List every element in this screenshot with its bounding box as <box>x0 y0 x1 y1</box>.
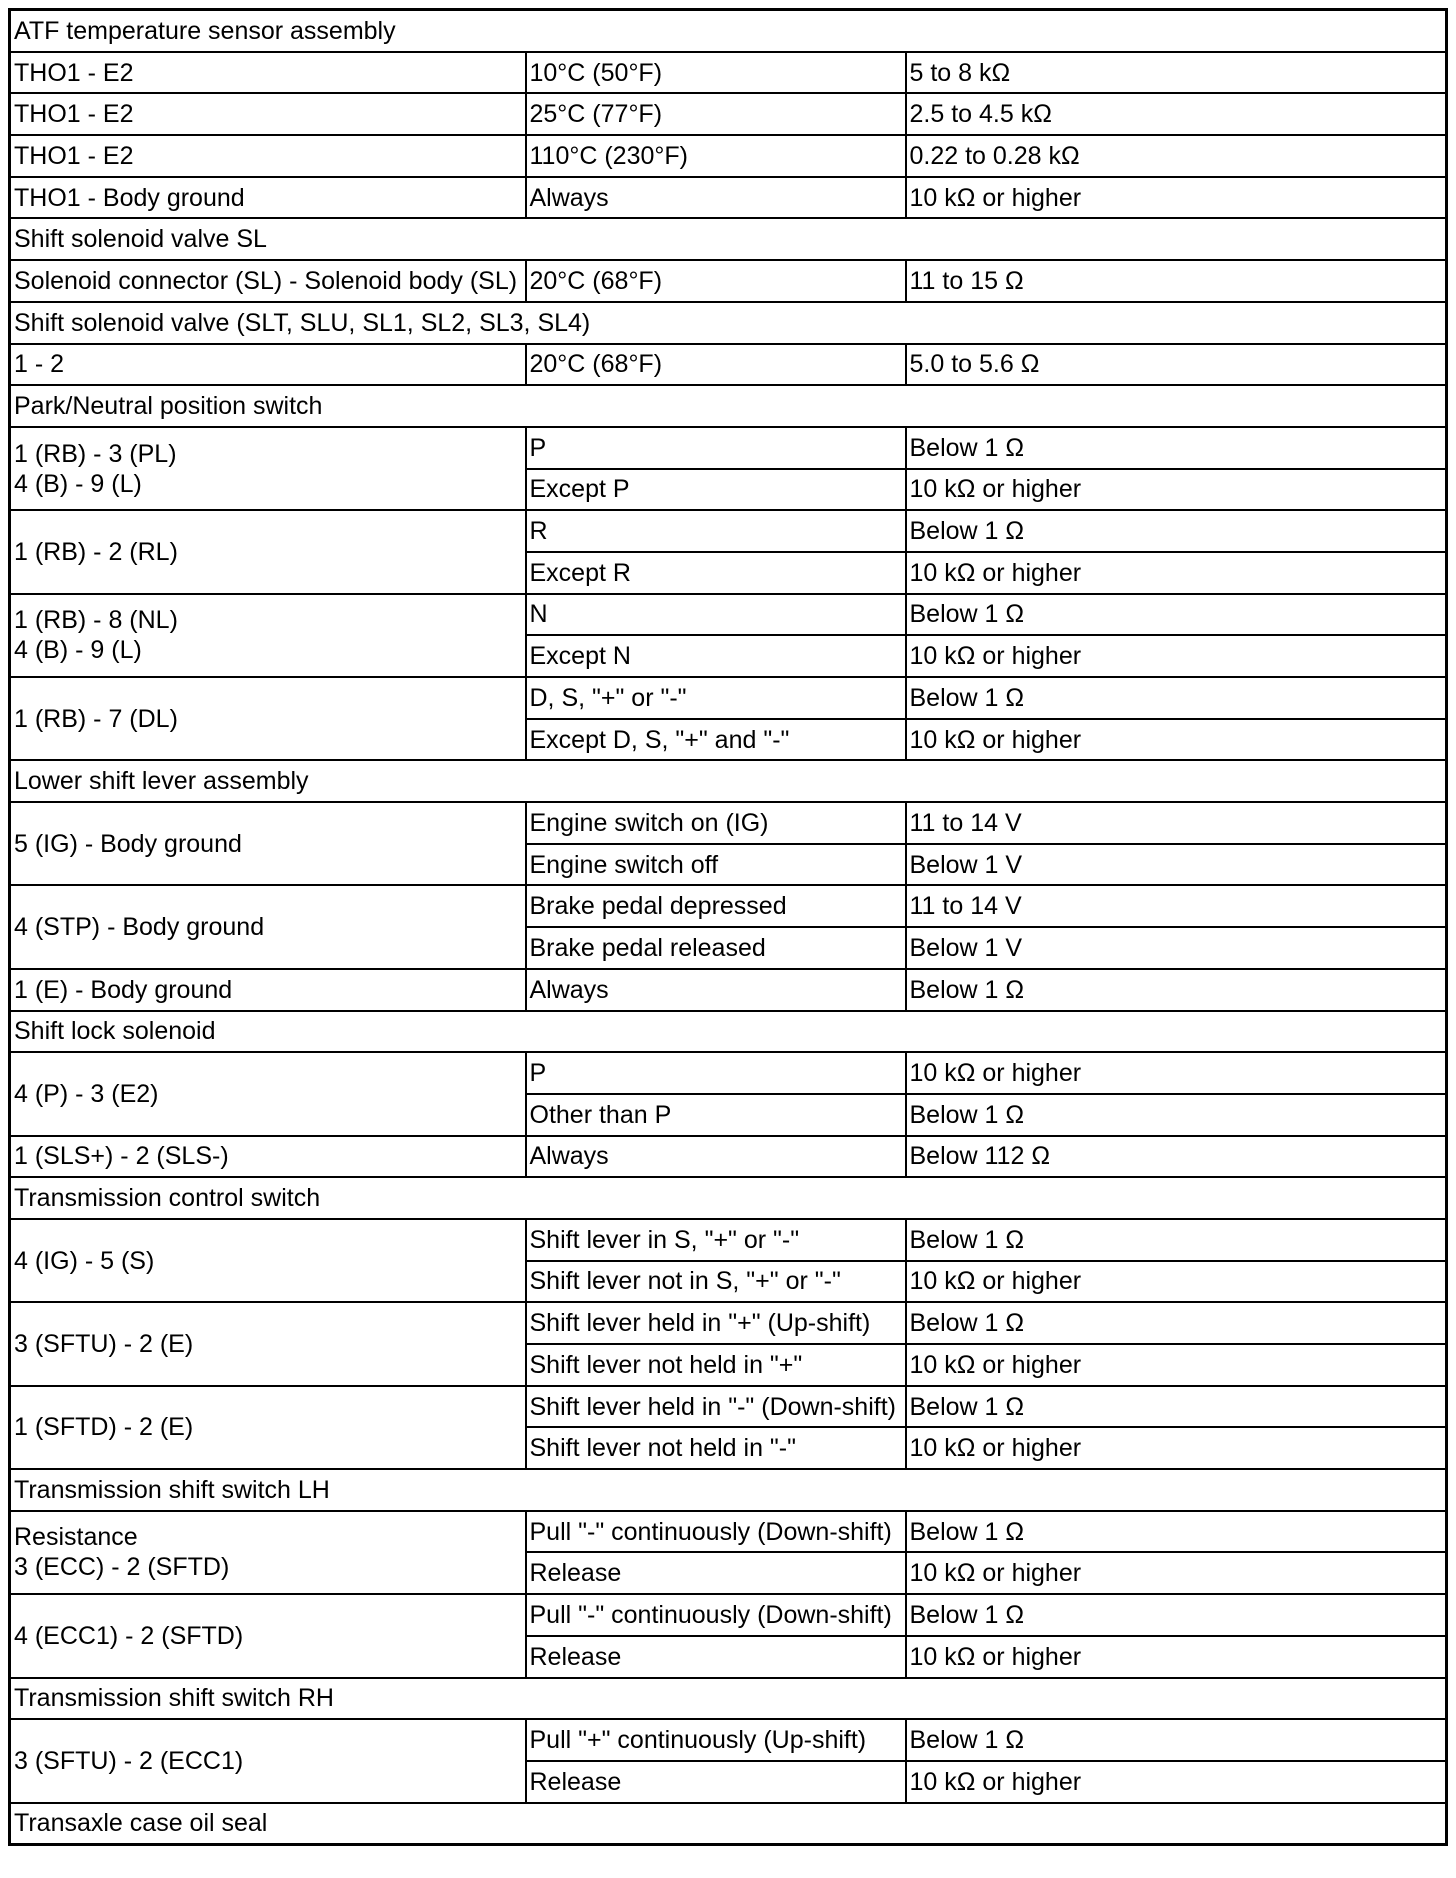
spec-cell: Below 1 Ω <box>906 1094 1447 1136</box>
terminal-cell: 1 (SLS+) - 2 (SLS-) <box>10 1136 526 1178</box>
terminal-line: 4 (B) - 9 (L) <box>14 469 142 498</box>
spec-cell: Below 1 Ω <box>906 510 1447 552</box>
terminal-cell <box>10 1511 526 1594</box>
condition-cell: Shift lever held in "+" (Up-shift) <box>526 1302 906 1344</box>
terminal-cell: 1 (E) - Body ground <box>10 969 526 1011</box>
condition-cell: Brake pedal depressed <box>526 885 906 927</box>
section-title: Transmission shift switch LH <box>10 1469 1447 1511</box>
spec-cell: Below 1 V <box>906 927 1447 969</box>
terminal-line: 1 (RB) - 8 (NL) <box>14 606 178 635</box>
condition-cell: Always <box>526 969 906 1011</box>
spec-cell: 10 kΩ or higher <box>906 1261 1447 1303</box>
section-title: Shift solenoid valve (SLT, SLU, SL1, SL2, SL3, SL4) <box>10 302 1447 344</box>
section-header-row <box>10 1803 1447 1845</box>
spec-cell: 0.22 to 0.28 kΩ <box>906 135 1447 177</box>
table-row <box>10 1594 1447 1636</box>
terminal-line: 4 (B) - 9 (L) <box>14 636 142 665</box>
condition-cell: Pull "-" continuously (Down-shift) <box>526 1594 906 1636</box>
condition-cell: Engine switch on (IG) <box>526 802 906 844</box>
section-title: Park/Neutral position switch <box>10 385 1447 427</box>
table-row <box>10 427 1447 469</box>
spec-cell: 11 to 14 V <box>906 885 1447 927</box>
table-row <box>10 885 1447 927</box>
terminal-cell: 1 (RB) - 7 (DL) <box>10 677 526 760</box>
condition-cell: Except N <box>526 635 906 677</box>
section-header-row <box>10 1011 1447 1053</box>
condition-cell: Release <box>526 1636 906 1678</box>
terminal-cell: 1 (SFTD) - 2 (E) <box>10 1386 526 1469</box>
table-row <box>10 1052 1447 1094</box>
condition-cell: 10°C (50°F) <box>526 52 906 94</box>
table-row <box>10 1136 1447 1178</box>
spec-cell: Below 1 Ω <box>906 1302 1447 1344</box>
spec-cell: 10 kΩ or higher <box>906 177 1447 219</box>
section-header-row <box>10 10 1447 52</box>
condition-cell: 110°C (230°F) <box>526 135 906 177</box>
section-header-row <box>10 760 1447 802</box>
condition-cell: 20°C (68°F) <box>526 344 906 386</box>
terminal-line: Resistance <box>14 1523 138 1552</box>
terminal-cell <box>10 594 526 677</box>
table-row <box>10 1719 1447 1761</box>
table-row <box>10 1511 1447 1553</box>
section-title: Transmission shift switch RH <box>10 1678 1447 1720</box>
spec-cell: Below 1 Ω <box>906 677 1447 719</box>
condition-cell: 25°C (77°F) <box>526 93 906 135</box>
table-row <box>10 1386 1447 1428</box>
section-title: Shift lock solenoid <box>10 1011 1447 1053</box>
condition-cell: Shift lever not held in "-" <box>526 1427 906 1469</box>
table-row <box>10 594 1447 636</box>
terminal-cell: 4 (ECC1) - 2 (SFTD) <box>10 1594 526 1677</box>
spec-cell: 10 kΩ or higher <box>906 1552 1447 1594</box>
condition-cell: Shift lever held in "-" (Down-shift) <box>526 1386 906 1428</box>
table-row <box>10 1302 1447 1344</box>
table-row <box>10 802 1447 844</box>
specification-table <box>8 8 1448 1846</box>
condition-cell: Engine switch off <box>526 844 906 886</box>
table-row <box>10 52 1447 94</box>
section-header-row <box>10 218 1447 260</box>
spec-cell: 10 kΩ or higher <box>906 1427 1447 1469</box>
section-header-row <box>10 1177 1447 1219</box>
spec-cell: Below 1 Ω <box>906 1594 1447 1636</box>
section-title: Lower shift lever assembly <box>10 760 1447 802</box>
spec-cell: 10 kΩ or higher <box>906 1636 1447 1678</box>
section-title: Transmission control switch <box>10 1177 1447 1219</box>
spec-cell: 10 kΩ or higher <box>906 552 1447 594</box>
condition-cell: D, S, "+" or "-" <box>526 677 906 719</box>
section-header-row <box>10 302 1447 344</box>
condition-cell: Except R <box>526 552 906 594</box>
section-header-row <box>10 385 1447 427</box>
table-row <box>10 510 1447 552</box>
condition-cell: P <box>526 1052 906 1094</box>
table-row <box>10 677 1447 719</box>
terminal-cell: 4 (STP) - Body ground <box>10 885 526 968</box>
condition-cell: Brake pedal released <box>526 927 906 969</box>
table-row <box>10 344 1447 386</box>
table-row <box>10 260 1447 302</box>
condition-cell: P <box>526 427 906 469</box>
spec-cell: 2.5 to 4.5 kΩ <box>906 93 1447 135</box>
section-header-row <box>10 1678 1447 1720</box>
condition-cell: N <box>526 594 906 636</box>
condition-cell: Pull "+" continuously (Up-shift) <box>526 1719 906 1761</box>
terminal-cell: THO1 - E2 <box>10 52 526 94</box>
terminal-cell: 3 (SFTU) - 2 (E) <box>10 1302 526 1385</box>
spec-cell: Below 1 Ω <box>906 969 1447 1011</box>
terminal-line: 1 (RB) - 3 (PL) <box>14 439 177 468</box>
terminal-cell: 5 (IG) - Body ground <box>10 802 526 885</box>
section-title: Shift solenoid valve SL <box>10 218 1447 260</box>
spec-cell: Below 1 Ω <box>906 1219 1447 1261</box>
condition-cell: Shift lever not held in "+" <box>526 1344 906 1386</box>
section-title: ATF temperature sensor assembly <box>10 10 1447 52</box>
spec-cell: Below 1 Ω <box>906 1719 1447 1761</box>
terminal-cell: THO1 - E2 <box>10 135 526 177</box>
terminal-cell: Solenoid connector (SL) - Solenoid body (SL) <box>10 260 526 302</box>
condition-cell: Always <box>526 1136 906 1178</box>
table-row <box>10 135 1447 177</box>
spec-cell: Below 112 Ω <box>906 1136 1447 1178</box>
spec-cell: 11 to 14 V <box>906 802 1447 844</box>
spec-cell: Below 1 Ω <box>906 427 1447 469</box>
condition-cell: R <box>526 510 906 552</box>
condition-cell: Shift lever in S, "+" or "-" <box>526 1219 906 1261</box>
terminal-cell: 1 - 2 <box>10 344 526 386</box>
spec-cell: 10 kΩ or higher <box>906 635 1447 677</box>
terminal-cell: 3 (SFTU) - 2 (ECC1) <box>10 1719 526 1802</box>
spec-cell: 10 kΩ or higher <box>906 469 1447 511</box>
terminal-cell <box>10 427 526 510</box>
spec-cell: Below 1 Ω <box>906 1511 1447 1553</box>
spec-cell: Below 1 Ω <box>906 594 1447 636</box>
spec-cell: 5.0 to 5.6 Ω <box>906 344 1447 386</box>
condition-cell: Release <box>526 1552 906 1594</box>
specification-table-body <box>10 10 1447 1845</box>
terminal-cell: THO1 - Body ground <box>10 177 526 219</box>
spec-cell: 5 to 8 kΩ <box>906 52 1447 94</box>
condition-cell: Except P <box>526 469 906 511</box>
terminal-cell: THO1 - E2 <box>10 93 526 135</box>
table-row <box>10 969 1447 1011</box>
terminal-cell: 4 (P) - 3 (E2) <box>10 1052 526 1135</box>
condition-cell: Always <box>526 177 906 219</box>
condition-cell: Except D, S, "+" and "-" <box>526 719 906 761</box>
condition-cell: Other than P <box>526 1094 906 1136</box>
spec-cell: 10 kΩ or higher <box>906 719 1447 761</box>
section-title: Transaxle case oil seal <box>10 1803 1447 1845</box>
terminal-line: 3 (ECC) - 2 (SFTD) <box>14 1553 230 1582</box>
table-row <box>10 93 1447 135</box>
section-header-row <box>10 1469 1447 1511</box>
spec-cell: 10 kΩ or higher <box>906 1761 1447 1803</box>
condition-cell: Shift lever not in S, "+" or "-" <box>526 1261 906 1303</box>
condition-cell: 20°C (68°F) <box>526 260 906 302</box>
condition-cell: Release <box>526 1761 906 1803</box>
spec-cell: 10 kΩ or higher <box>906 1344 1447 1386</box>
condition-cell: Pull "-" continuously (Down-shift) <box>526 1511 906 1553</box>
spec-cell: 10 kΩ or higher <box>906 1052 1447 1094</box>
spec-cell: Below 1 Ω <box>906 1386 1447 1428</box>
table-row <box>10 177 1447 219</box>
terminal-cell: 1 (RB) - 2 (RL) <box>10 510 526 593</box>
spec-cell: Below 1 V <box>906 844 1447 886</box>
spec-cell: 11 to 15 Ω <box>906 260 1447 302</box>
table-row <box>10 1219 1447 1261</box>
terminal-cell: 4 (IG) - 5 (S) <box>10 1219 526 1302</box>
